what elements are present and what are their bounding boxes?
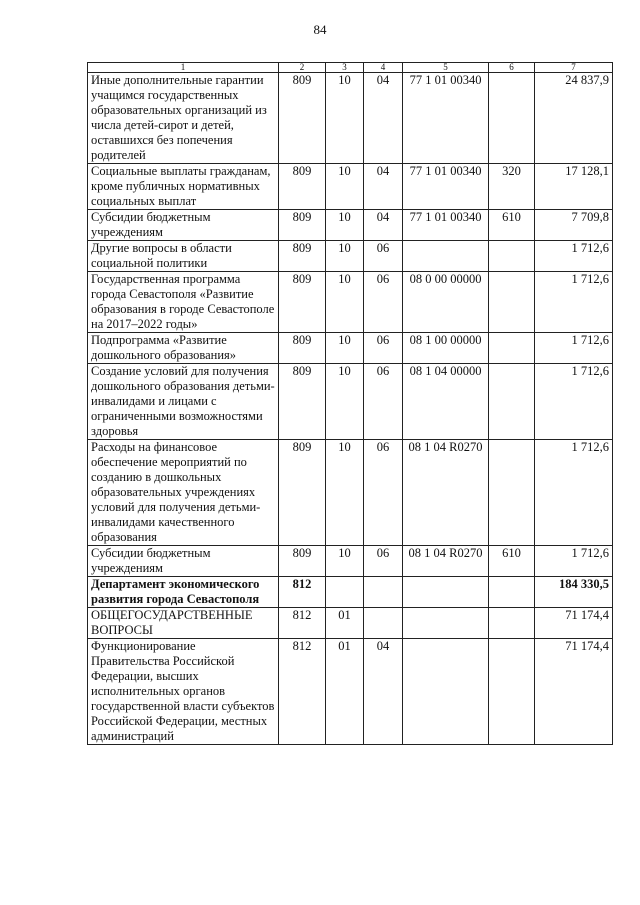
- row-section-cell: 01: [326, 639, 364, 745]
- row-grbs-cell: 809: [279, 73, 326, 164]
- row-expense-type-cell: [489, 364, 535, 440]
- row-subsection-cell: 06: [364, 241, 403, 272]
- row-name-cell: Государственная программа города Севастополя «Развитие образования в городе Севастополе на 2017–2022 годы»: [88, 272, 279, 333]
- row-expense-type-cell: [489, 577, 535, 608]
- row-amount-cell: 184 330,5: [535, 577, 613, 608]
- row-target-article-cell: 08 1 04 R0270: [403, 440, 489, 546]
- row-target-article-cell: 08 1 04 00000: [403, 364, 489, 440]
- table-row: [88, 73, 613, 164]
- row-subsection-cell: 06: [364, 272, 403, 333]
- row-name-cell: Социальные выплаты гражданам, кроме публичных нормативных социальных выплат: [88, 164, 279, 210]
- row-expense-type-cell: [489, 608, 535, 639]
- row-amount-cell: 1 712,6: [535, 272, 613, 333]
- row-target-article-cell: 08 1 00 00000: [403, 333, 489, 364]
- column-header: 4: [364, 63, 403, 73]
- row-section-cell: 10: [326, 73, 364, 164]
- row-grbs-cell: 809: [279, 210, 326, 241]
- row-section-cell: 10: [326, 272, 364, 333]
- row-expense-type-cell: 320: [489, 164, 535, 210]
- row-amount-cell: 7 709,8: [535, 210, 613, 241]
- row-name-cell: Подпрограмма «Развитие дошкольного образования»: [88, 333, 279, 364]
- row-expense-type-cell: [489, 241, 535, 272]
- row-section-cell: [326, 577, 364, 608]
- table-row: [88, 608, 613, 639]
- header-row: [88, 63, 613, 73]
- row-target-article-cell: [403, 577, 489, 608]
- row-grbs-cell: 809: [279, 164, 326, 210]
- row-expense-type-cell: [489, 639, 535, 745]
- row-grbs-cell: 809: [279, 272, 326, 333]
- row-section-cell: 01: [326, 608, 364, 639]
- row-subsection-cell: 06: [364, 364, 403, 440]
- row-amount-cell: 17 128,1: [535, 164, 613, 210]
- row-name-cell: Другие вопросы в области социальной политики: [88, 241, 279, 272]
- row-grbs-cell: 812: [279, 639, 326, 745]
- column-header: 2: [279, 63, 326, 73]
- table-row: [88, 333, 613, 364]
- row-grbs-cell: 809: [279, 241, 326, 272]
- row-name-cell: ОБЩЕГОСУДАРСТВЕННЫЕ ВОПРОСЫ: [88, 608, 279, 639]
- row-amount-cell: 1 712,6: [535, 333, 613, 364]
- row-expense-type-cell: [489, 73, 535, 164]
- row-expense-type-cell: 610: [489, 546, 535, 577]
- row-subsection-cell: 04: [364, 73, 403, 164]
- row-expense-type-cell: [489, 333, 535, 364]
- row-grbs-cell: 812: [279, 577, 326, 608]
- column-header: 6: [489, 63, 535, 73]
- row-amount-cell: 1 712,6: [535, 440, 613, 546]
- row-amount-cell: 24 837,9: [535, 73, 613, 164]
- column-header: 5: [403, 63, 489, 73]
- row-section-cell: 10: [326, 440, 364, 546]
- row-section-cell: 10: [326, 164, 364, 210]
- table-row: [88, 364, 613, 440]
- row-subsection-cell: [364, 577, 403, 608]
- table-row: [88, 546, 613, 577]
- row-section-cell: 10: [326, 241, 364, 272]
- row-subsection-cell: 06: [364, 546, 403, 577]
- row-amount-cell: 71 174,4: [535, 639, 613, 745]
- column-header: 3: [326, 63, 364, 73]
- row-amount-cell: 1 712,6: [535, 241, 613, 272]
- row-grbs-cell: 809: [279, 333, 326, 364]
- row-name-cell: Создание условий для получения дошкольного образования детьми-инвалидами и лицами с ограниченными возможностями здоровья: [88, 364, 279, 440]
- table-row: [88, 272, 613, 333]
- table-row: [88, 639, 613, 745]
- row-section-cell: 10: [326, 333, 364, 364]
- row-amount-cell: 71 174,4: [535, 608, 613, 639]
- row-subsection-cell: 06: [364, 333, 403, 364]
- table-row: [88, 577, 613, 608]
- row-target-article-cell: 08 0 00 00000: [403, 272, 489, 333]
- row-amount-cell: 1 712,6: [535, 364, 613, 440]
- row-target-article-cell: 77 1 01 00340: [403, 210, 489, 241]
- row-target-article-cell: [403, 241, 489, 272]
- row-name-cell: Функционирование Правительства Российской Федерации, высших исполнительных органов государственной власти субъектов Российской Федерации, местных администраций: [88, 639, 279, 745]
- row-expense-type-cell: [489, 440, 535, 546]
- table-row: [88, 210, 613, 241]
- budget-table: [87, 62, 613, 745]
- row-name-cell: Субсидии бюджетным учреждениям: [88, 546, 279, 577]
- row-target-article-cell: [403, 608, 489, 639]
- row-section-cell: 10: [326, 364, 364, 440]
- page-number: 84: [313, 22, 327, 37]
- row-subsection-cell: 06: [364, 440, 403, 546]
- row-subsection-cell: 04: [364, 639, 403, 745]
- column-header: 1: [88, 63, 279, 73]
- row-section-cell: 10: [326, 210, 364, 241]
- table-row: [88, 164, 613, 210]
- row-amount-cell: 1 712,6: [535, 546, 613, 577]
- row-name-cell: Департамент экономического развития города Севастополя: [88, 577, 279, 608]
- table-row: [88, 440, 613, 546]
- row-grbs-cell: 809: [279, 440, 326, 546]
- row-expense-type-cell: 610: [489, 210, 535, 241]
- row-subsection-cell: 04: [364, 210, 403, 241]
- row-target-article-cell: 77 1 01 00340: [403, 164, 489, 210]
- row-subsection-cell: [364, 608, 403, 639]
- row-grbs-cell: 812: [279, 608, 326, 639]
- row-name-cell: Субсидии бюджетным учреждениям: [88, 210, 279, 241]
- row-target-article-cell: [403, 639, 489, 745]
- row-target-article-cell: 08 1 04 R0270: [403, 546, 489, 577]
- row-name-cell: Расходы на финансовое обеспечение мероприятий по созданию в дошкольных образовательных учреждениях условий для получения детьми-инвалидами качественного образования: [88, 440, 279, 546]
- row-grbs-cell: 809: [279, 364, 326, 440]
- column-header: 7: [535, 63, 613, 73]
- row-expense-type-cell: [489, 272, 535, 333]
- row-name-cell: Иные дополнительные гарантии учащимся государственных образовательных организаций из числа детей-сирот и детей, оставшихся без попечения родителей: [88, 73, 279, 164]
- row-target-article-cell: 77 1 01 00340: [403, 73, 489, 164]
- row-grbs-cell: 809: [279, 546, 326, 577]
- row-section-cell: 10: [326, 546, 364, 577]
- table-row: [88, 241, 613, 272]
- row-subsection-cell: 04: [364, 164, 403, 210]
